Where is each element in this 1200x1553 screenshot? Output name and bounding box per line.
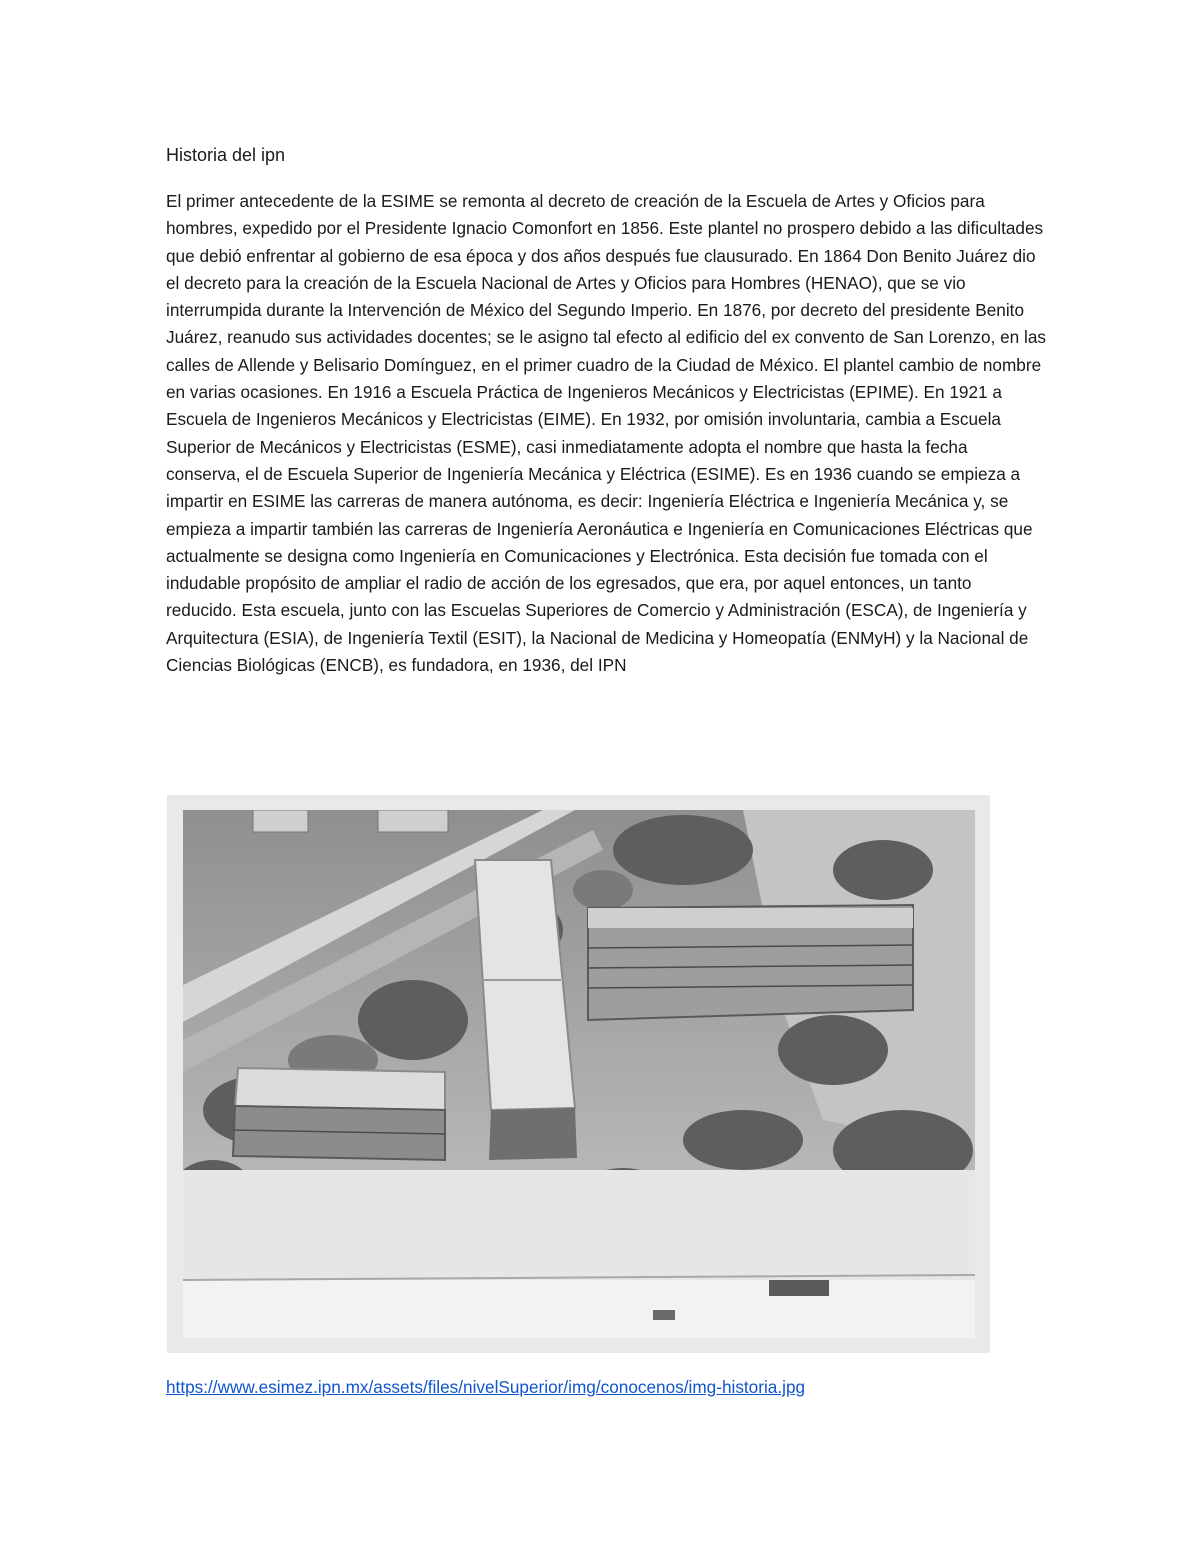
- document-title: Historia del ipn: [166, 145, 286, 165]
- photo-frame: [167, 795, 990, 1353]
- document-body: El primer antecedente de la ESIME se remonta al decreto de creación de la Escuela de Artes y Oficios para hombres, expedido por el Presidente Ignacio Comonfort en 1856. Este plantel no prospero debido a las dificultades que debió enfrentar al gobierno de esa época y dos años después fue clausurado. En 1864 Don Benito Juárez dio el decreto para la creación de la Escuela Nacional de Artes y Oficios para Hombres (HENAO), que se vio interrumpida durante la Intervención de México del Segundo Imperio. En 1876, por decreto del presidente Benito Juárez, reanudo sus actividades docentes; se le asigno tal efecto al edificio del ex convento de San Lorenzo, en las calles de Allende y Belisario Domínguez, en el primer cuadro de la Ciudad de México. El plantel cambio de nombre en varias ocasiones. En 1916 a Escuela Práctica de Ingenieros Mecánicos y Electricistas (EPIME). En 1921 a Escuela de Ingenieros Mecánicos y Electricistas (EIME). En 1932, por omisión involuntaria, cambia a Escuela Superior de Mecánicos y Electricistas (ESME), casi inmediatamente adopta el nombre que hasta la fecha conserva, el de Escuela Superior de Ingeniería Mecánica y Eléctrica (ESIME). Es en 1936 cuando se empieza a impartir en ESIME las carreras de manera autónoma, es decir: Ingeniería Eléctrica e Ingeniería Mecánica y, se empieza a impartir también las carreras de Ingeniería Aeronáutica e Ingeniería en Comunicaciones Eléctricas que actualmente se designa como Ingeniería en Comunicaciones y Electrónica. Esta decisión fue tomada con el indudable propósito de ampliar el radio de acción de los egresados, que era, por aquel entonces, un tanto reducido. Esta escuela, junto con las Escuelas Superiores de Comercio y Administración (ESCA), de Ingeniería y Arquitectura (ESIA), de Ingeniería Textil (ESIT), la Nacional de Medicina y Homeopatía (ENMyH) y la Nacional de Ciencias Biológicas (ENCB), es fundadora, en 1936, del IPN: [166, 191, 1046, 676]
- source-link[interactable]: https://www.esimez.ipn.mx/assets/files/nivelSuperior/img/conocenos/img-historia.jpg: [166, 1377, 806, 1397]
- campus-aerial-photo: [183, 810, 975, 1338]
